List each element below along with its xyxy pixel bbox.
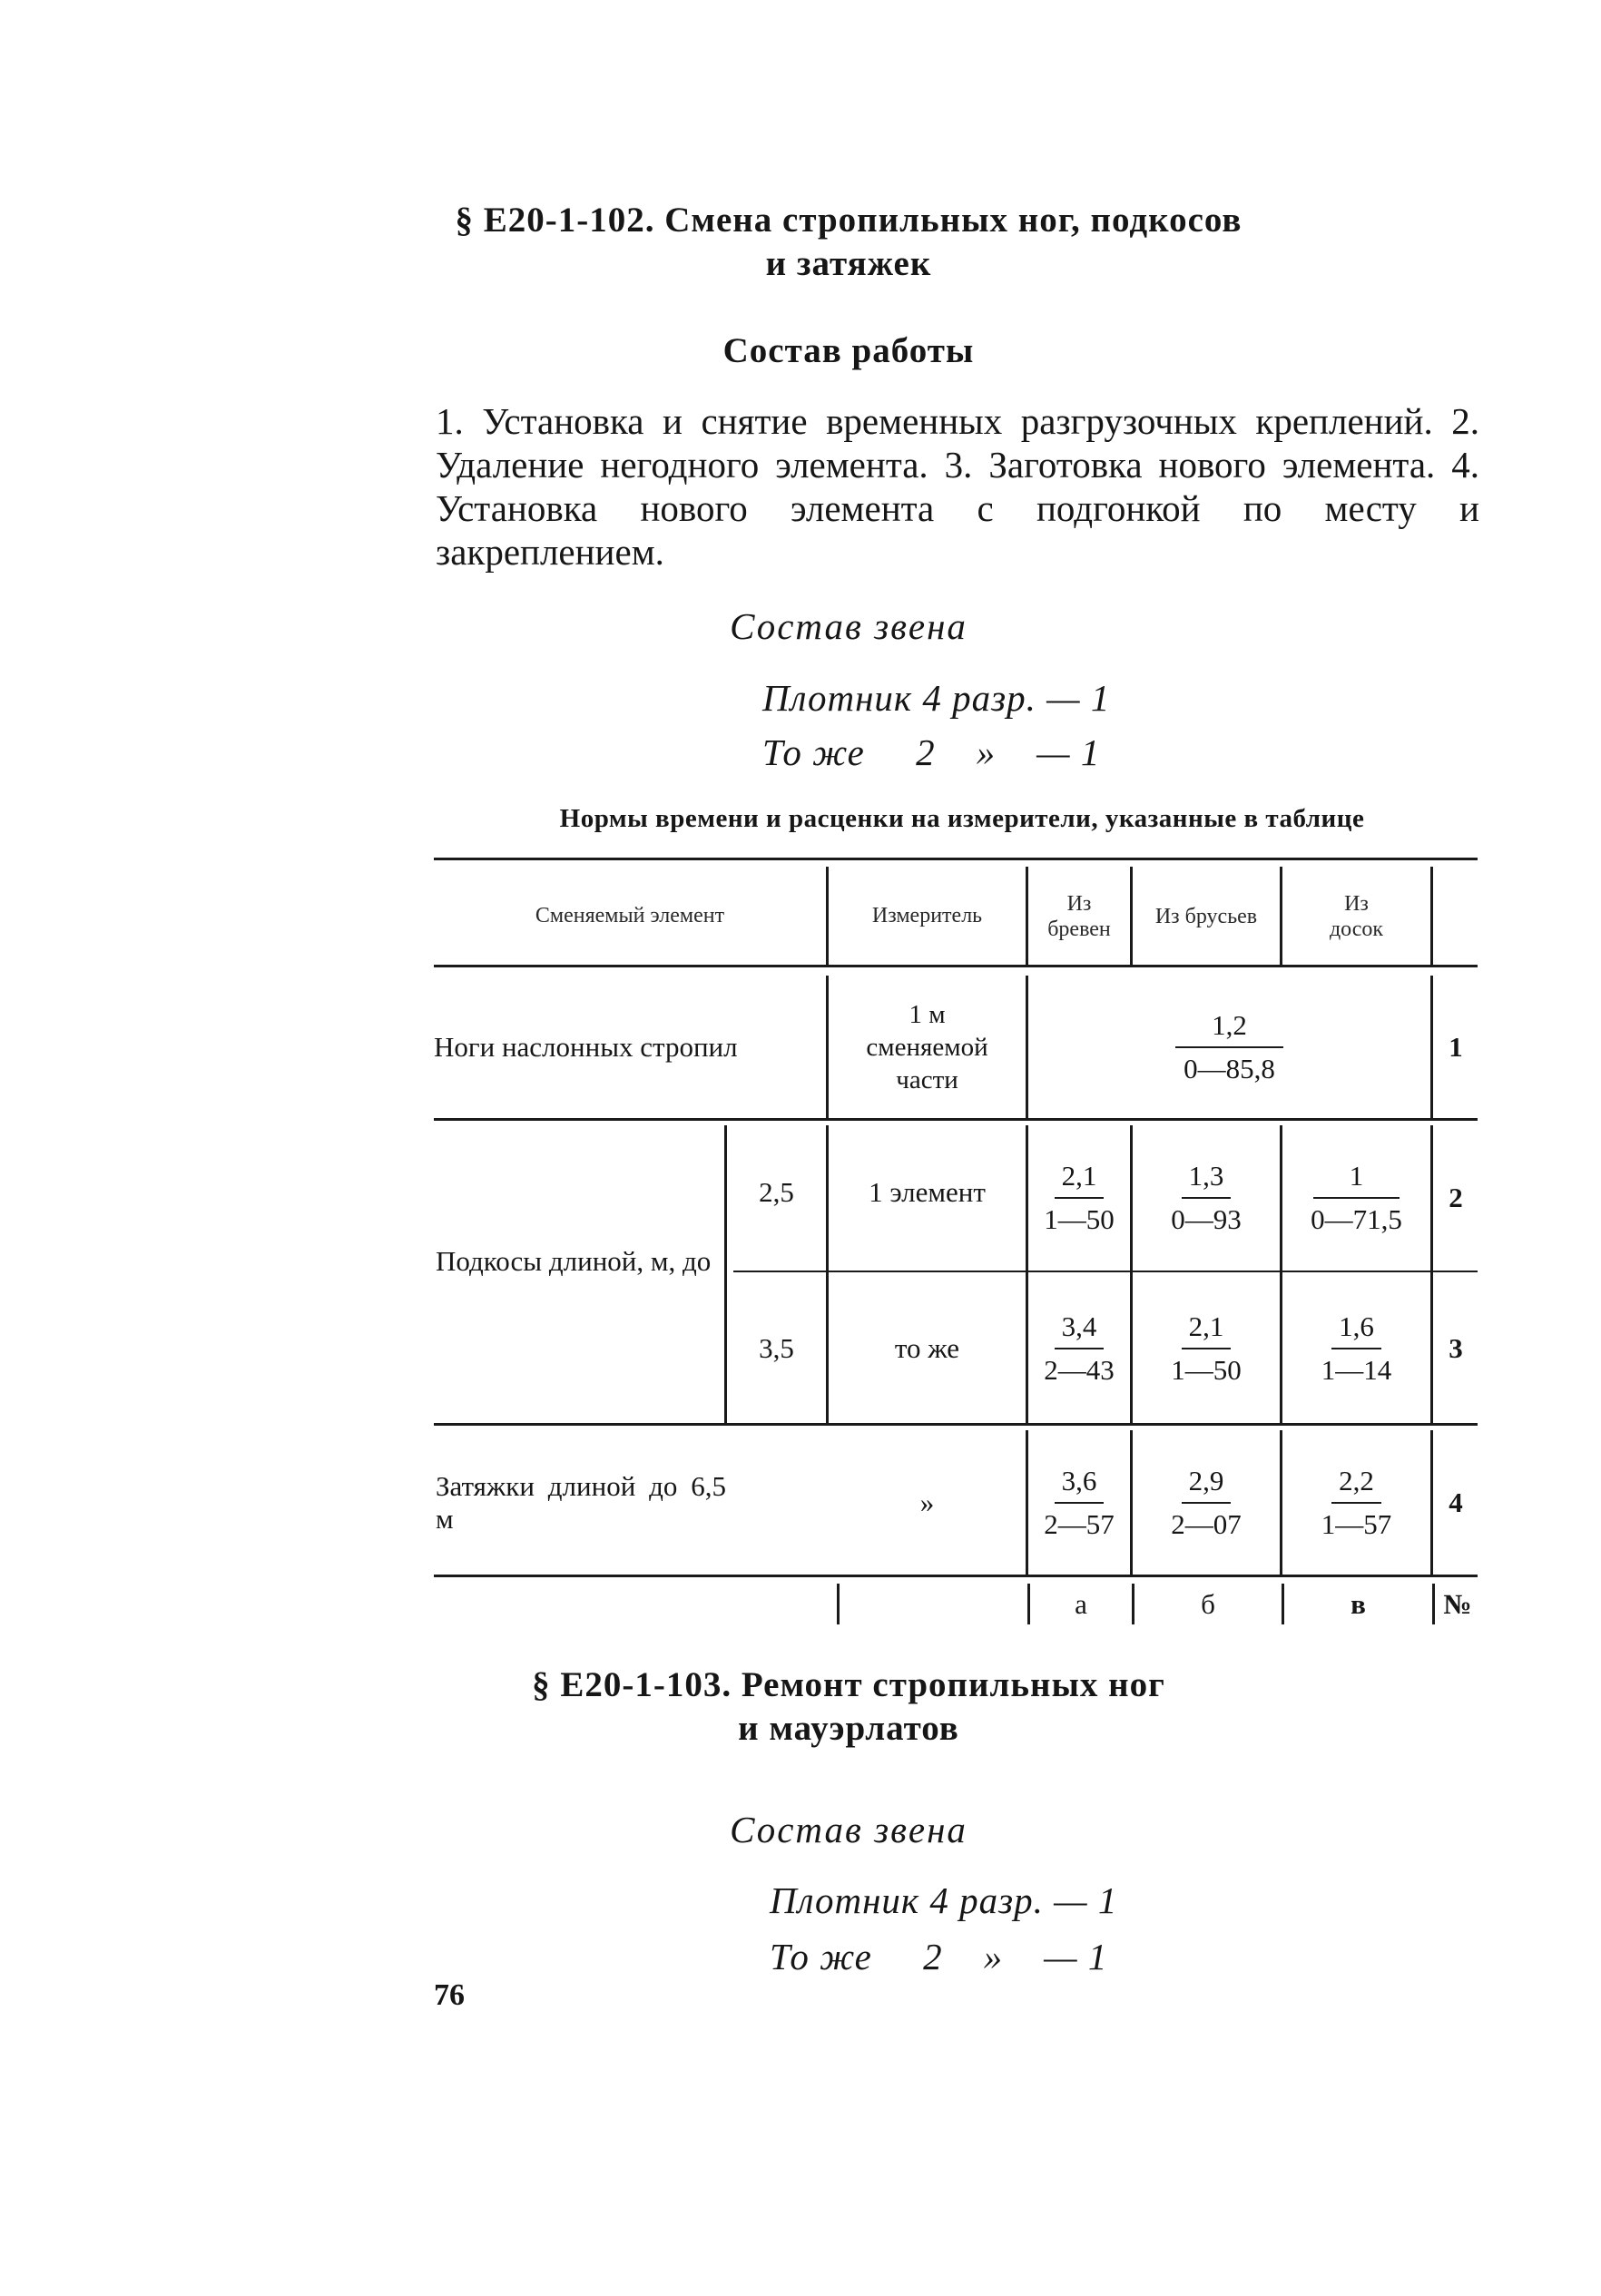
- row2-logs-norm: 2,1: [1055, 1159, 1105, 1199]
- vline-footer-unit: [837, 1584, 840, 1624]
- row4-bottom-rule: [434, 1575, 1478, 1577]
- row2-unit: 1 элемент: [869, 1176, 986, 1208]
- row2-boards-norm: 1: [1313, 1159, 1400, 1199]
- braces-label: Подкосы длиной, м, до: [436, 1245, 712, 1277]
- section2-title-line1: § Е20-1-103. Ремонт стропильных ног: [532, 1665, 1165, 1704]
- header-unit: Измеритель: [871, 904, 983, 927]
- row2-beams-norm: 1,3: [1182, 1159, 1232, 1199]
- vline-b-rows23: [1130, 1125, 1133, 1423]
- row1-unit: 1 м сменяемой части: [866, 999, 988, 1094]
- row4-element: Затяжки длиной до 6,5 м: [436, 1469, 726, 1535]
- vline-a-row1: [1026, 976, 1028, 1118]
- page-number: 76: [434, 1978, 465, 2012]
- row4-boards-rate: 1—57: [1321, 1507, 1392, 1540]
- vline-c-header: [1280, 867, 1282, 965]
- row2-beams: [1133, 1125, 1280, 1271]
- row2-number: 2: [1449, 1182, 1463, 1213]
- row4-logs-norm: 3,6: [1055, 1464, 1105, 1504]
- row1-value: [1028, 976, 1430, 1118]
- vline-no-rows23: [1430, 1125, 1433, 1423]
- row2-boards: [1282, 1125, 1430, 1271]
- vline-a-row4: [1026, 1430, 1028, 1575]
- row3-beams: [1133, 1274, 1280, 1423]
- row4-beams-rate: 2—07: [1171, 1507, 1242, 1540]
- row4-boards: [1282, 1430, 1430, 1575]
- vline-no-row1: [1430, 976, 1433, 1118]
- row3-boards-rate: 1—14: [1321, 1354, 1392, 1386]
- row3-logs: [1028, 1274, 1130, 1423]
- row3-beams-norm: 2,1: [1182, 1310, 1232, 1349]
- vline-a-header: [1026, 867, 1028, 965]
- row4-unit: »: [919, 1486, 935, 1518]
- header-from-logs: Из бревен: [1047, 892, 1111, 941]
- row2-beams-rate: 0—93: [1171, 1203, 1242, 1235]
- row3-boards: [1282, 1274, 1430, 1423]
- vline-unit-rows23: [826, 1125, 829, 1423]
- crew-line-2: То же 2 » — 1: [762, 731, 1101, 773]
- row3-logs-rate: 2—43: [1044, 1354, 1115, 1386]
- crew-line-1: Плотник 4 разр. — 1: [762, 677, 1111, 719]
- vline-footer-c: [1282, 1584, 1284, 1624]
- section2-title-line2: и мауэрлатов: [738, 1709, 959, 1748]
- row2-logs-rate: 1—50: [1044, 1203, 1115, 1235]
- footer-col-a: а: [1075, 1587, 1087, 1620]
- row3-boards-norm: 1,6: [1331, 1310, 1381, 1349]
- row3-unit: то же: [894, 1332, 960, 1364]
- vline-c-rows23: [1280, 1125, 1282, 1423]
- section2-crew-heading: Состав звена: [730, 1809, 967, 1850]
- footer-number: №: [1443, 1587, 1472, 1620]
- crew-heading: Состав звена: [730, 605, 967, 647]
- row2-boards-rate: 0—71,5: [1311, 1203, 1402, 1235]
- section2-crew-line-1: Плотник 4 разр. — 1: [770, 1879, 1118, 1921]
- header-from-boards: Из досок: [1329, 892, 1384, 941]
- vline-b-header: [1130, 867, 1133, 965]
- row1-bottom-rule: [434, 1118, 1478, 1121]
- header-bottom-rule: [434, 965, 1478, 967]
- row3-length: 3,5: [759, 1332, 794, 1364]
- header-element: Сменяемый элемент: [535, 904, 725, 927]
- header-from-beams: Из брусьев: [1154, 905, 1258, 928]
- section-title-line1: § Е20-1-102. Смена стропильных ног, подкосов: [455, 201, 1242, 240]
- row4-beams-norm: 2,9: [1182, 1464, 1232, 1504]
- vline-c-row4: [1280, 1430, 1282, 1575]
- row3-number: 3: [1449, 1332, 1463, 1364]
- work-heading: Состав работы: [722, 331, 975, 370]
- footer-col-c: в: [1351, 1587, 1366, 1620]
- row4-logs-rate: 2—57: [1044, 1507, 1115, 1540]
- vline-b-row4: [1130, 1430, 1133, 1575]
- vline-len: [724, 1125, 727, 1423]
- table-top-rule: [434, 858, 1478, 860]
- vline-a-rows23: [1026, 1125, 1028, 1423]
- row4-beams: [1133, 1430, 1280, 1575]
- row2-logs: [1028, 1125, 1130, 1271]
- vline-footer-b: [1132, 1584, 1134, 1624]
- vline-no-header: [1430, 867, 1433, 965]
- vline-footer-no: [1432, 1584, 1435, 1624]
- row4-number: 4: [1449, 1486, 1463, 1518]
- row3-bottom-rule: [434, 1423, 1478, 1426]
- footer-col-b: б: [1201, 1587, 1215, 1620]
- row4-boards-norm: 2,2: [1331, 1464, 1381, 1504]
- work-description: 1. Установка и снятие временных разгрузочных креплений. 2. Удаление негодного элемента. 3. Заготовка нового элемента. 4. Установка нового элемента с подгонкой по месту и закреплением.: [436, 400, 1479, 573]
- row1-number: 1: [1449, 1030, 1463, 1063]
- table-caption: Нормы времени и расценки на измерители, указанные в таблице: [559, 804, 1365, 833]
- section2-crew-line-2: То же 2 » — 1: [770, 1936, 1108, 1977]
- section-title-line2: и затяжек: [765, 244, 932, 283]
- row1-norm: 1,2: [1175, 1008, 1283, 1048]
- vline-unit-row1: [826, 976, 829, 1118]
- row2-bottom-rule: [733, 1271, 1478, 1272]
- row3-beams-rate: 1—50: [1171, 1354, 1242, 1386]
- vline-footer-a: [1027, 1584, 1030, 1624]
- row4-logs: [1028, 1430, 1130, 1575]
- row1-rate: 0—85,8: [1184, 1052, 1275, 1084]
- vline-no-row4: [1430, 1430, 1433, 1575]
- row3-logs-norm: 3,4: [1055, 1310, 1105, 1349]
- row1-element: Ноги наслонных стропил: [434, 1030, 738, 1063]
- vline-unit-header: [826, 867, 829, 965]
- row2-length: 2,5: [759, 1176, 794, 1208]
